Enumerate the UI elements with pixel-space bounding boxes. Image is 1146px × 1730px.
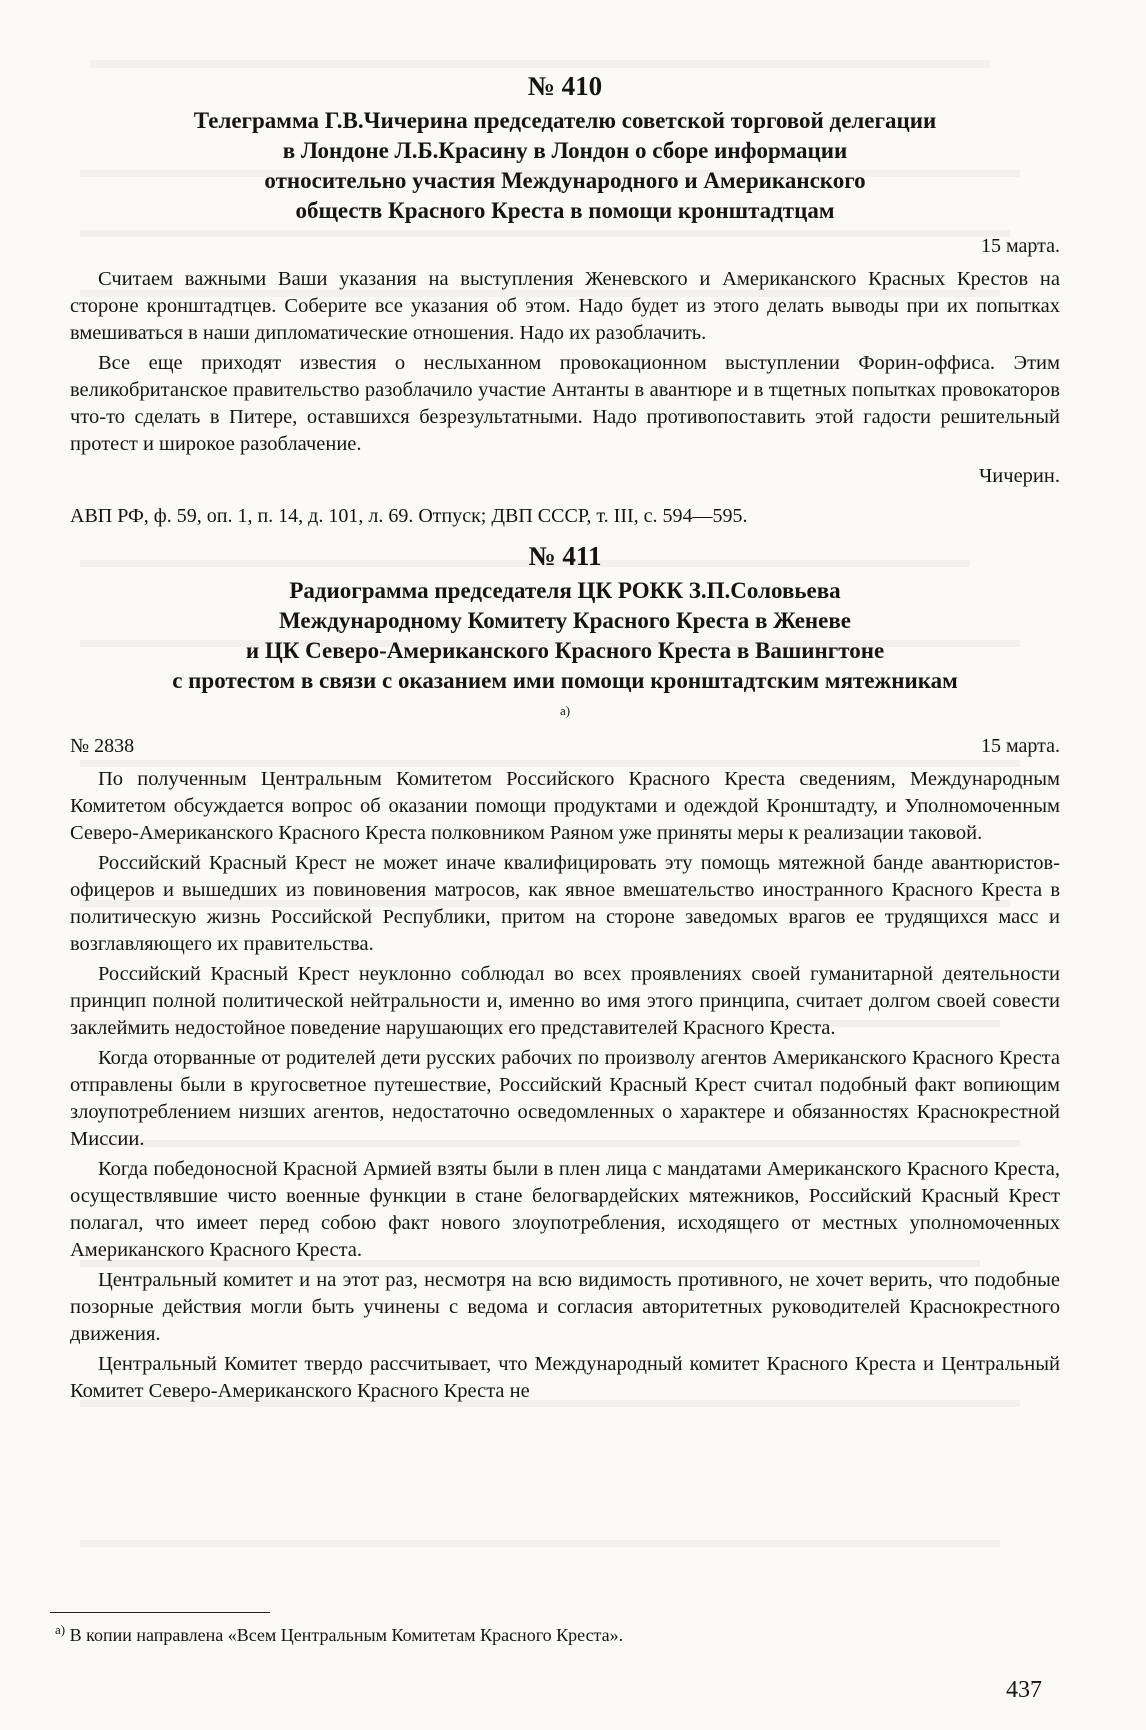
title-line: Телеграмма Г.В.Чичерина председателю советской торговой делегации	[193, 108, 937, 133]
title-line: Международному Комитету Красного Креста в Женеве	[278, 608, 852, 633]
paragraph: Российский Красный Крест не может иначе квалифицировать эту помощь мятежной банде авантюристов-офицеров и вышедших из повиновения матросов, как явное вмешательство иностранного Красного Креста в политическую жизнь Российской Республики, притом на стороне заведомых врагов ее трудящихся масс и возглавляющего их правительства.	[70, 852, 1060, 955]
title-line-with-note	[70, 666, 1060, 726]
document-title	[70, 106, 1060, 226]
paragraph: Все еще приходят известия о неслыханном провокационном выступлении Форин-оффиса. Этим великобританское правительство разоблачило участие Антанты в авантюре и в тщетных попытках провокаторов что-то сделать в Питере, оставшихся безрезультатными. Надо противопоставить этой гадости решительный протест и широкое разоблачение.	[70, 352, 1060, 455]
footnote-mark: а)	[55, 1622, 66, 1637]
document-date: 15 марта.	[981, 735, 1060, 757]
paragraph: Центральный комитет и на этот раз, несмотря на всю видимость противного, не хочет верить, что подобные позорные действия могли быть учинены с ведома и согласия авторитетных руководителей Краснокрестного движения.	[70, 1269, 1060, 1345]
document-date: 15 марта.	[981, 235, 1060, 257]
document-meta	[70, 732, 1060, 760]
paragraph: Когда победоносной Красной Армией взяты были в плен лица с мандатами Американского Красного Креста, осуществлявшие чисто военные функции в стане белогвардейских мятежников, Российский Красный Крест полагал, что имеет перед собою факт нового злоупотребления, исходящего от местных уполномоченных Американского Красного Креста.	[70, 1158, 1060, 1261]
footnote-text: В копии направлена «Всем Центральным Комитетам Красного Креста».	[69, 1625, 624, 1645]
registration-number: № 2838	[70, 735, 135, 757]
document-title	[70, 576, 1060, 726]
document-number: № 410	[527, 71, 603, 101]
footnote-divider	[50, 1612, 270, 1613]
document-410	[70, 70, 1060, 530]
document-number: № 411	[528, 541, 602, 571]
title-line: относительно участия Международного и Американского	[264, 168, 866, 193]
title-line: обществ Красного Креста в помощи кронштадтцам	[295, 198, 835, 223]
paragraph: Центральный Комитет твердо рассчитывает, что Международный комитет Красного Креста и Центральный Комитет Северо-Американского Красного Креста не	[70, 1353, 1060, 1402]
title-line: и ЦК Северо-Американского Красного Креста в Вашингтоне	[245, 638, 885, 663]
signature: Чичерин.	[978, 465, 1060, 487]
page-number: 437	[1006, 1677, 1042, 1703]
paragraph: Российский Красный Крест неуклонно соблюдал во всех проявлениях своей гуманитарной деятельности принцип полной политической нейтральности и, именно во имя этого принципа, считает долгом своей совести заклеймить недостойное поведение нарушающих его представителей Красного Креста.	[70, 963, 1060, 1039]
title-line: в Лондоне Л.Б.Красину в Лондон о сборе информации	[282, 138, 848, 163]
paragraph: Когда оторванные от родителей дети русских рабочих по произволу агентов Американского Красного Креста отправлены были в кругосветное путешествие, Российский Красный Крест считал подобный факт вопиющим злоупотреблением низших агентов, недостаточно осведомленных о характере и обязанностях Краснокрестной Миссии.	[70, 1047, 1060, 1150]
document-meta	[70, 232, 1060, 260]
footnote	[55, 1618, 1055, 1647]
paragraph: Считаем важными Ваши указания на выступления Женевского и Американского Красных Крестов на стороне кронштадтцев. Соберите все указания об этом. Надо будет из этого делать выводы при их попытках вмешиваться в наши дипломатические отношения. Надо их разоблачить.	[70, 268, 1060, 344]
page-content	[70, 70, 1060, 1408]
paragraph: По полученным Центральным Комитетом Российского Красного Креста сведениям, Международным Комитетом обсуждается вопрос об оказании помощи продуктами и одеждой Кронштадту, и Уполномоченным Северо-Американского Красного Креста полковником Раяном уже приняты меры к реализации таковой.	[70, 768, 1060, 844]
footnote-reference: а)	[559, 703, 571, 718]
document-411	[70, 540, 1060, 1405]
archive-source: АВП РФ, ф. 59, оп. 1, п. 14, д. 101, л. 69. Отпуск; ДВП СССР, т. III, с. 594—595.	[70, 505, 748, 527]
title-line: Радиограмма председателя ЦК РОКК З.П.Соловьева	[289, 578, 841, 603]
title-line: с протестом в связи с оказанием ими помощи кронштадтским мятежникам	[172, 668, 958, 693]
